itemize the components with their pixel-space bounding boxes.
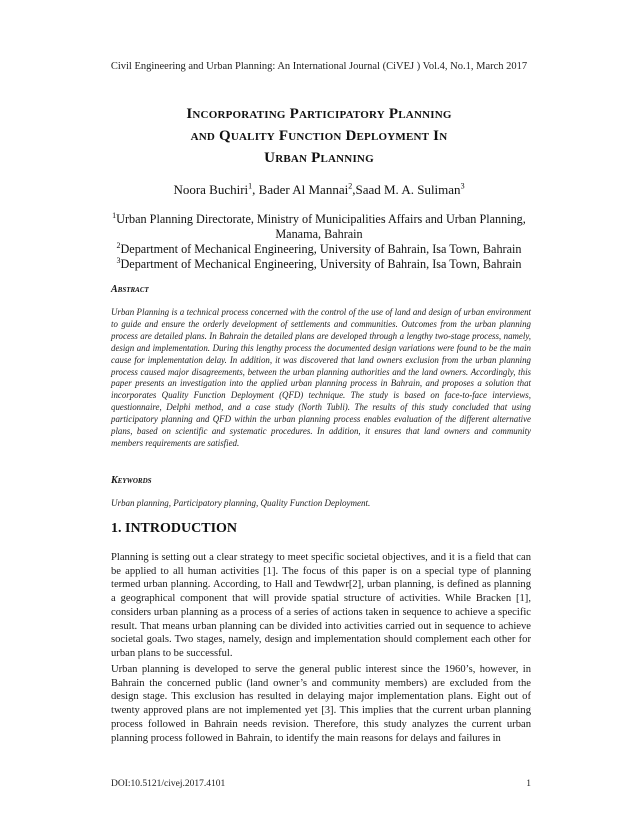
doi-link[interactable]: DOI:10.5121/civej.2017.4101 [111, 779, 226, 789]
keywords-text: Urban planning, Participatory planning, Quality Function Deployment. [111, 498, 371, 508]
affiliation-2-marker: 2 [116, 240, 121, 250]
introduction-heading: 1. INTRODUCTION [111, 521, 238, 536]
abstract-heading: Abstract [111, 284, 149, 295]
journal-header: Civil Engineering and Urban Planning: An International Journal (CiVEJ ) Vol.4, No.1, March 2017 [110, 61, 528, 72]
title-line-2: and Quality Function Deployment In [190, 128, 448, 144]
author-3: ,Saad M. A. Suliman [352, 182, 461, 197]
author-3-affil: 3 [460, 181, 465, 191]
abstract-text: Urban Planning is a technical process concerned with the control of the use of land and design of urban environment to guide and ensure the orderly development of settlements and communities. Outcomes from the urban planning process are detailed plans. In Bahrain the detailed plans are developed through a lengthy two-stage process, namely, design and implementation. During this lengthy process the documented design variations were found to be the main cause for implementation delay. In addition, it was discovered that land owners exclusion from the urban planning process caused major disagreements, between the urban planning authorities and the land owners. Accordingly, this paper presents an investigation into the applied urban planning process in Bahrain, and proposes a solution that incorporates Quality Function Deployment (QFD) technique. The study is based on face-to-face interviews, questionnaire, Delphi method, and a case study (North Tubli). The results of this study concluded that using participatory planning and QFD within the urban planning process enables evaluation of the different alternative plans, based on scientific and systematic procedures. In addition, it ensures that land owners and community members requirements are satisfied. [111, 307, 531, 448]
affiliation-3-marker: 3 [116, 255, 121, 265]
author-list [0, 182, 638, 198]
author-2: , Bader Al Mannai [252, 182, 349, 197]
intro-paragraph-2: Urban planning is developed to serve the general public interest since the 1960’s, however, in Bahrain the concerned public (land owner’s and community members) are excluded from the design stage. This exclusion has resulted in delaying major implementation plans. Eight out of twenty approved plans are not implemented yet [3]. This implies that the current urban planning process followed in Bahrain needs revision. Therefore, this study analyzes the current urban planning process followed in Bahrain, to identify the main reasons for delays and failures in [111, 664, 531, 744]
intro-paragraph-1: Planning is setting out a clear strategy to meet specific societal objectives, and it is a field that can be applied to all human activities [1]. The focus of this paper is on a special type of planning termed urban planning. According, to Hall and Tewdwr[2], urban planning, is defined as planning a geographical component that will provide spatial structure of activities. While Bracken [1], considers urban planning as a process of a series of actions taken in sequence to achieve a specific result. That means urban planning can be divided into activities carried out in sequence to achieve societal goals. Two stages, namely, design and implementation should complement each other for urban plans to be successful. [111, 552, 531, 659]
title-line-1: Incorporating Participatory Planning [186, 106, 452, 122]
author-1-affil: 1 [248, 181, 253, 191]
author-2-affil: 2 [348, 181, 353, 191]
page-footer [111, 779, 531, 789]
paper-title [60, 103, 578, 169]
affiliation-2 [100, 242, 538, 257]
page-number: 1 [526, 779, 531, 789]
affiliation-1-marker: 1 [112, 210, 117, 220]
affiliation-2-text: Department of Mechanical Engineering, University of Bahrain, Isa Town, Bahrain [120, 242, 522, 256]
keywords-heading: Keywords [111, 475, 152, 486]
affiliations [100, 212, 538, 272]
affiliation-1 [100, 212, 538, 242]
affiliation-3 [100, 257, 538, 272]
affiliation-1-text: Urban Planning Directorate, Ministry of Municipalities Affairs and Urban Planning, Manama, Bahrain [116, 212, 526, 241]
affiliation-3-text: Department of Mechanical Engineering, University of Bahrain, Isa Town, Bahrain [120, 257, 522, 271]
author-1: Noora Buchiri [173, 182, 249, 197]
title-line-3: Urban Planning [264, 150, 374, 166]
